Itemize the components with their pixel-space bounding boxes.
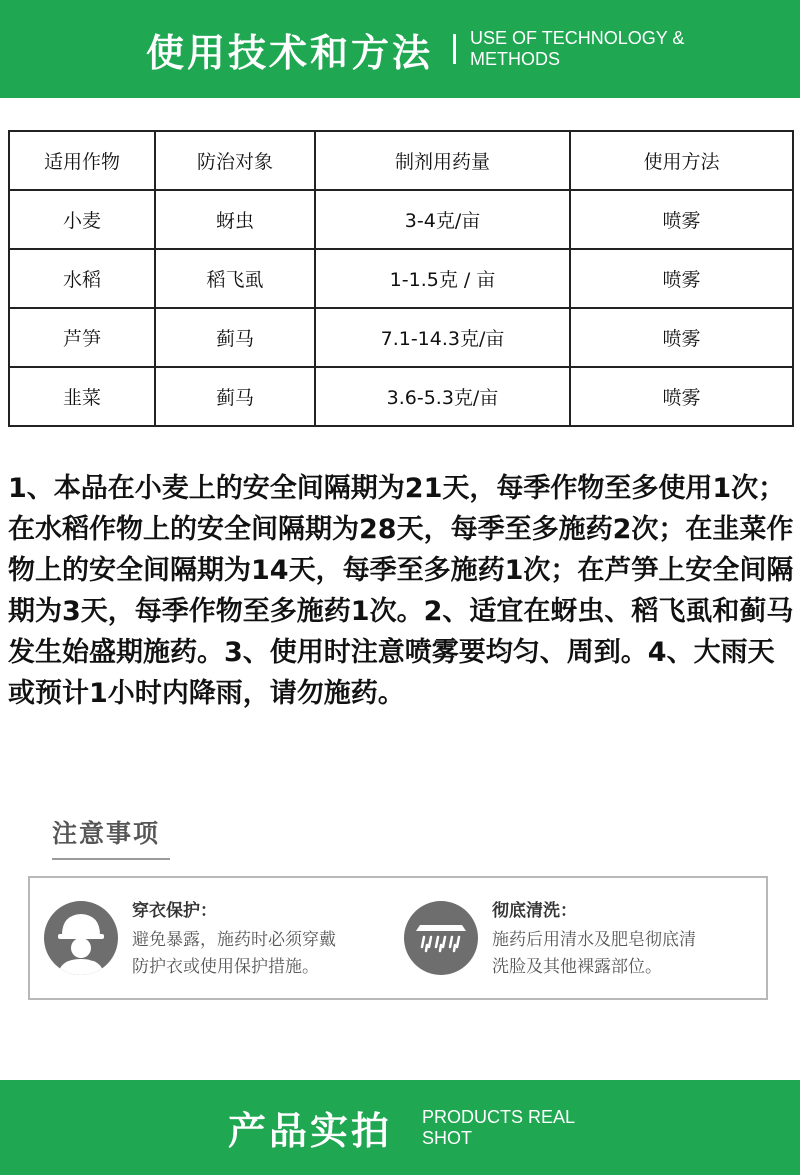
table-row bbox=[9, 367, 793, 426]
table-cell: 喷雾 bbox=[570, 308, 793, 367]
usage-instructions: 1、本品在小麦上的安全间隔期为21天，每季作物至多使用1次；在水稻作物上的安全间隔期为28天，每季至多施药2次；在韭菜作物上的安全间隔期为14天，每季至多施药1次；在芦笋上安全间隔期为3天，每季作物至多施药1次。2、适宜在蚜虫、稻飞虱和蓟马发生始盛期施药。3、使用时注意喷雾要均匀、周到。4、大雨天或预计1小时内降雨，请勿施药。 bbox=[8, 473, 794, 709]
notice-title: 注意事项 bbox=[52, 814, 170, 860]
table-cell: 喷雾 bbox=[570, 249, 793, 308]
usage-table bbox=[8, 130, 794, 427]
notice-line: 避免暴露，施药时必须穿戴 bbox=[132, 929, 336, 950]
table-cell: 水稻 bbox=[9, 249, 155, 308]
notice-line: 防护衣或使用保护措施。 bbox=[132, 956, 319, 977]
table-cell: 蚜虫 bbox=[155, 190, 315, 249]
notice-line: 施药后用清水及肥皂彻底清 bbox=[492, 929, 696, 950]
shower-icon bbox=[404, 901, 478, 975]
table-row bbox=[9, 190, 793, 249]
notice-heading: 彻底清洗： bbox=[492, 900, 577, 921]
table-header-cell: 使用方法 bbox=[570, 131, 793, 190]
table-cell: 稻飞虱 bbox=[155, 249, 315, 308]
table-header-cell: 防治对象 bbox=[155, 131, 315, 190]
table-cell: 喷雾 bbox=[570, 367, 793, 426]
table-row bbox=[9, 308, 793, 367]
table-row bbox=[9, 249, 793, 308]
footer-banner bbox=[0, 1080, 800, 1175]
title-separator bbox=[453, 34, 456, 64]
table-header-cell: 制剂用药量 bbox=[315, 131, 570, 190]
section-title: 使用技术和方法 bbox=[146, 30, 434, 75]
table-cell: 喷雾 bbox=[570, 190, 793, 249]
table-cell: 3.6-5.3克/亩 bbox=[315, 367, 570, 426]
table-cell: 韭菜 bbox=[9, 367, 155, 426]
notice-heading: 穿衣保护： bbox=[132, 900, 217, 921]
table-cell: 小麦 bbox=[9, 190, 155, 249]
table-cell: 蓟马 bbox=[155, 308, 315, 367]
worker-helmet-icon bbox=[44, 901, 118, 975]
section-subtitle: USE OF TECHNOLOGY & METHODS bbox=[470, 28, 685, 69]
notice-item-washing bbox=[404, 878, 696, 998]
notice-box bbox=[28, 876, 768, 1000]
table-cell: 3-4克/亩 bbox=[315, 190, 570, 249]
header-banner bbox=[0, 0, 800, 98]
table-cell: 芦笋 bbox=[9, 308, 155, 367]
notice-item-protection bbox=[44, 878, 336, 998]
notice-body bbox=[492, 927, 696, 981]
table-cell: 7.1-14.3克/亩 bbox=[315, 308, 570, 367]
table-header-cell: 适用作物 bbox=[9, 131, 155, 190]
footer-title: 产品实拍 bbox=[228, 1109, 393, 1153]
table-cell: 蓟马 bbox=[155, 367, 315, 426]
table-header-row bbox=[9, 131, 793, 190]
notice-line: 洗脸及其他裸露部位。 bbox=[492, 956, 662, 977]
notice-body bbox=[132, 927, 336, 981]
footer-subtitle: PRODUCTS REAL SHOT bbox=[422, 1106, 576, 1148]
table-cell: 1-1.5克 / 亩 bbox=[315, 249, 570, 308]
